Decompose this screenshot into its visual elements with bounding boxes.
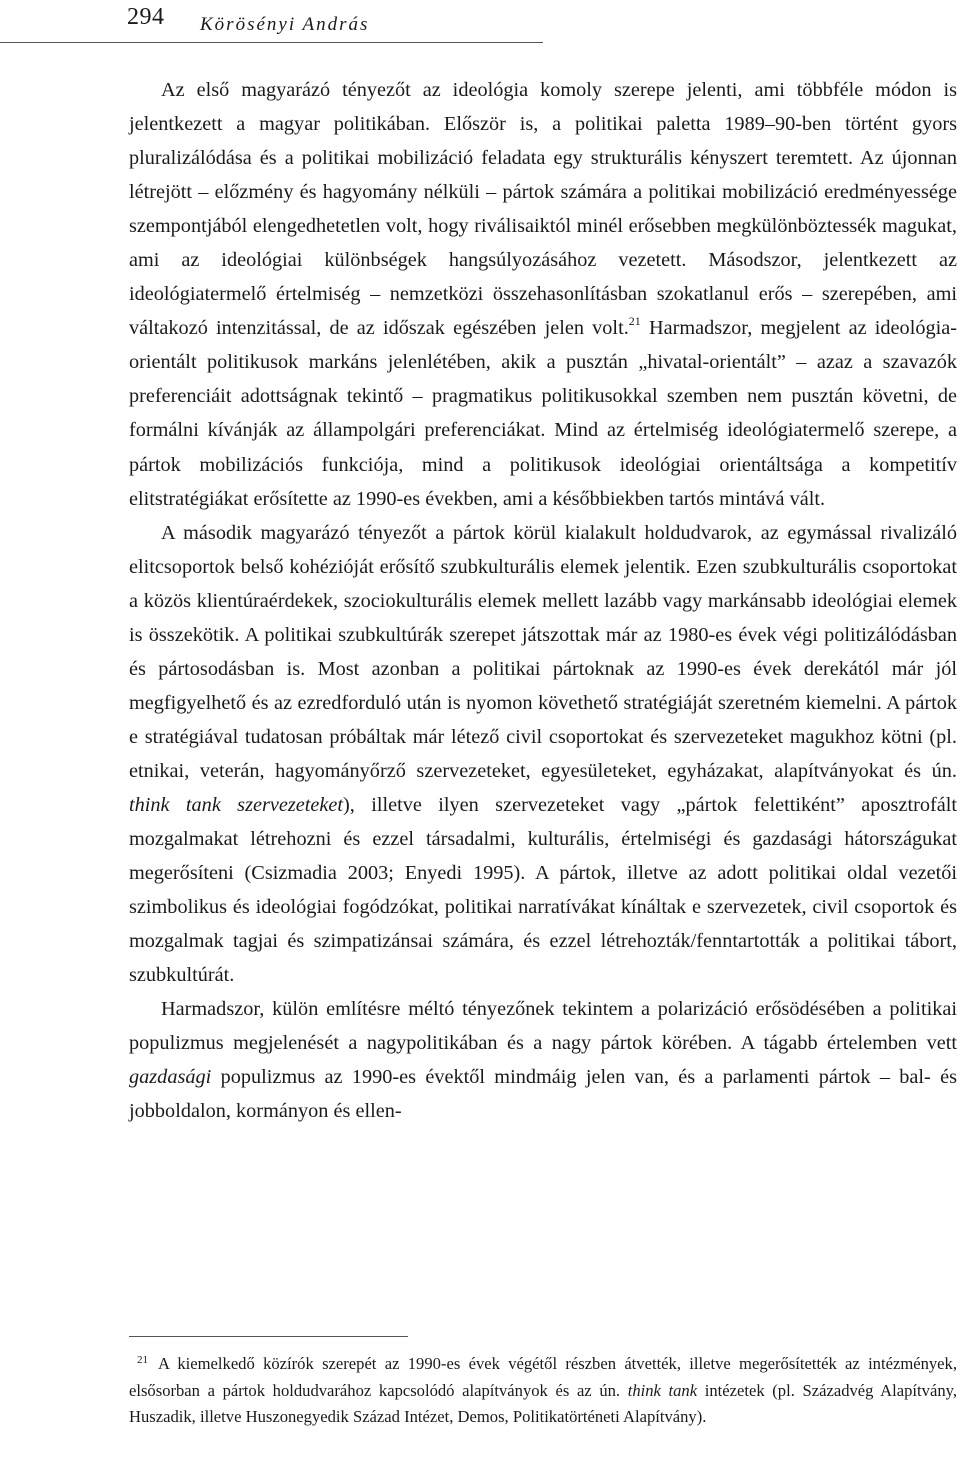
paragraph-1-text-b: Harmadszor, megjelent az ideológia-orientált politikusok markáns jelenlétében, akik a pusztán „hivatal-orientált” – azaz a szavazók preferenciáit adottságnak tekintő – pragmatikus politikusokkal szemben nem pusztán követni, de formálni kívánják az állampolgári preferenciákat. Mind az értelmiség ideológiatermelő szerepe, a pártok mobilizációs funkciója, mind a politikusok ideológiai orientáltsága a kompetitív elitstratégiákat erősítette az 1990-es években, ami a későbbiekben tartós mintává vált. <box>129 317 958 510</box>
paragraph-2 <box>129 516 957 993</box>
footnote-text-a: A kiemelkedő közírók szerepét az 1990-es évek végétől részben átvették, illetve megerősítették az intézmények, elsősorban a pártok holdudvarához kapcsolódó alapítványok és az ún. <box>129 1354 957 1400</box>
paragraph-1-text-a: Az első magyarázó tényezőt az ideológia komoly szerepe jelenti, ami többféle módon is jelentkezett a magyar politikában. Először is, a politikai paletta 1989–90-ben történt gyors pluralizálódása és a politikai mobilizáció feladata egy strukturális kényszert teremtett. Az újonnan létrejött – előzmény és hagyomány nélküli – pártok számára a politikai mobilizáció eredményessége szempontjából elengedhetetlen volt, hogy riválisaiktól minél erősebben megkülönböztessék magukat, ami az ideológiai különbségek hangsúlyozásához vezetett. Másodszor, jelentkezett az ideológiatermelő értelmiség – nemzetközi összehasonlításban szokatlanul erős – szerepében, ami váltakozó intenzitással, de az időszak egészében jelen volt. <box>129 79 957 340</box>
body-text <box>129 73 957 1128</box>
footnote-reference-21: 21 <box>628 314 641 329</box>
footnote-italic-term: think tank <box>627 1380 698 1400</box>
footnote-rule <box>129 1336 408 1337</box>
footnote-text-b: intézetek (pl. Századvég Alapítvány, Huszadik, illetve Huszonegyedik Század Intézet, Demos, Politikatörténeti Alapítvány). <box>129 1380 957 1426</box>
paragraph-3 <box>129 992 957 1128</box>
running-head-author: Körösényi András <box>200 14 370 35</box>
paragraph-3-text-b: populizmus az 1990-es évektől mindmáig jelen van, és a parlamenti pártok – bal- és jobboldalon, kormányon és ellen- <box>129 1066 957 1123</box>
paragraph-3-italic-term: gazdasági <box>129 1066 212 1089</box>
paragraph-2-italic-term: think tank szervezeteket <box>129 793 344 816</box>
header-rule <box>0 42 543 43</box>
paragraph-2-text-b: ), illetve ilyen szervezeteket vagy „pártok felettiként” aposztrofált mozgalmakat létrehozni és ezzel társadalmi, kulturális, értelmiségi és gazdasági hátországukat megerősíteni (Csizmadia 2003; Enyedi 1995). A pártok, illetve az adott politikai oldal vezetői szimbolikus és ideológiai fogódzókat, politikai narratívákat kínáltak e szervezetek, civil csoportok és mozgalmak tagjai és szimpatizánsai számára, és ezzel létrehozták/fenntartották a politikai tábort, szubkultúrát. <box>129 793 957 987</box>
footnote-21 <box>129 1351 957 1431</box>
footnote-number: 21 <box>137 1354 148 1366</box>
paragraph-1 <box>129 73 957 516</box>
page-number: 294 <box>127 4 165 30</box>
paragraph-3-text-a: Harmadszor, külön említésre méltó tényezőnek tekintem a polarizáció erősödésében a politikai populizmus megjelenését a nagypolitikában és a nagy pártok körében. A tágabb értelemben vett <box>129 998 957 1055</box>
paragraph-2-text-a: A második magyarázó tényezőt a pártok körül kialakult holdudvarok, az egymással rivalizáló elitcsoportok belső kohézióját erősítő szubkulturális elemek jelentik. Ezen szubkulturális csoportokat a közös klientúraérdekek, szociokulturális elemek mellett lazább vagy markánsabb ideológiai elemek is összekötik. A politikai szubkultúrák szerepet játszottak már az 1980-es évek végi politizálódásban és pártosodásban is. Most azonban a politikai pártoknak az 1990-es évek derekától már jól megfigyelhető és az ezredforduló után is nyomon követhető stratégiáját szeretném kiemelni. A pártok e stratégiával tudatosan próbáltak már létező civil csoportokat és szervezeteket magukhoz kötni (pl. etnikai, veterán, hagyományőrző szervezeteket, egyesületeket, egyházakat, alapítványokat és ún. <box>129 521 957 782</box>
